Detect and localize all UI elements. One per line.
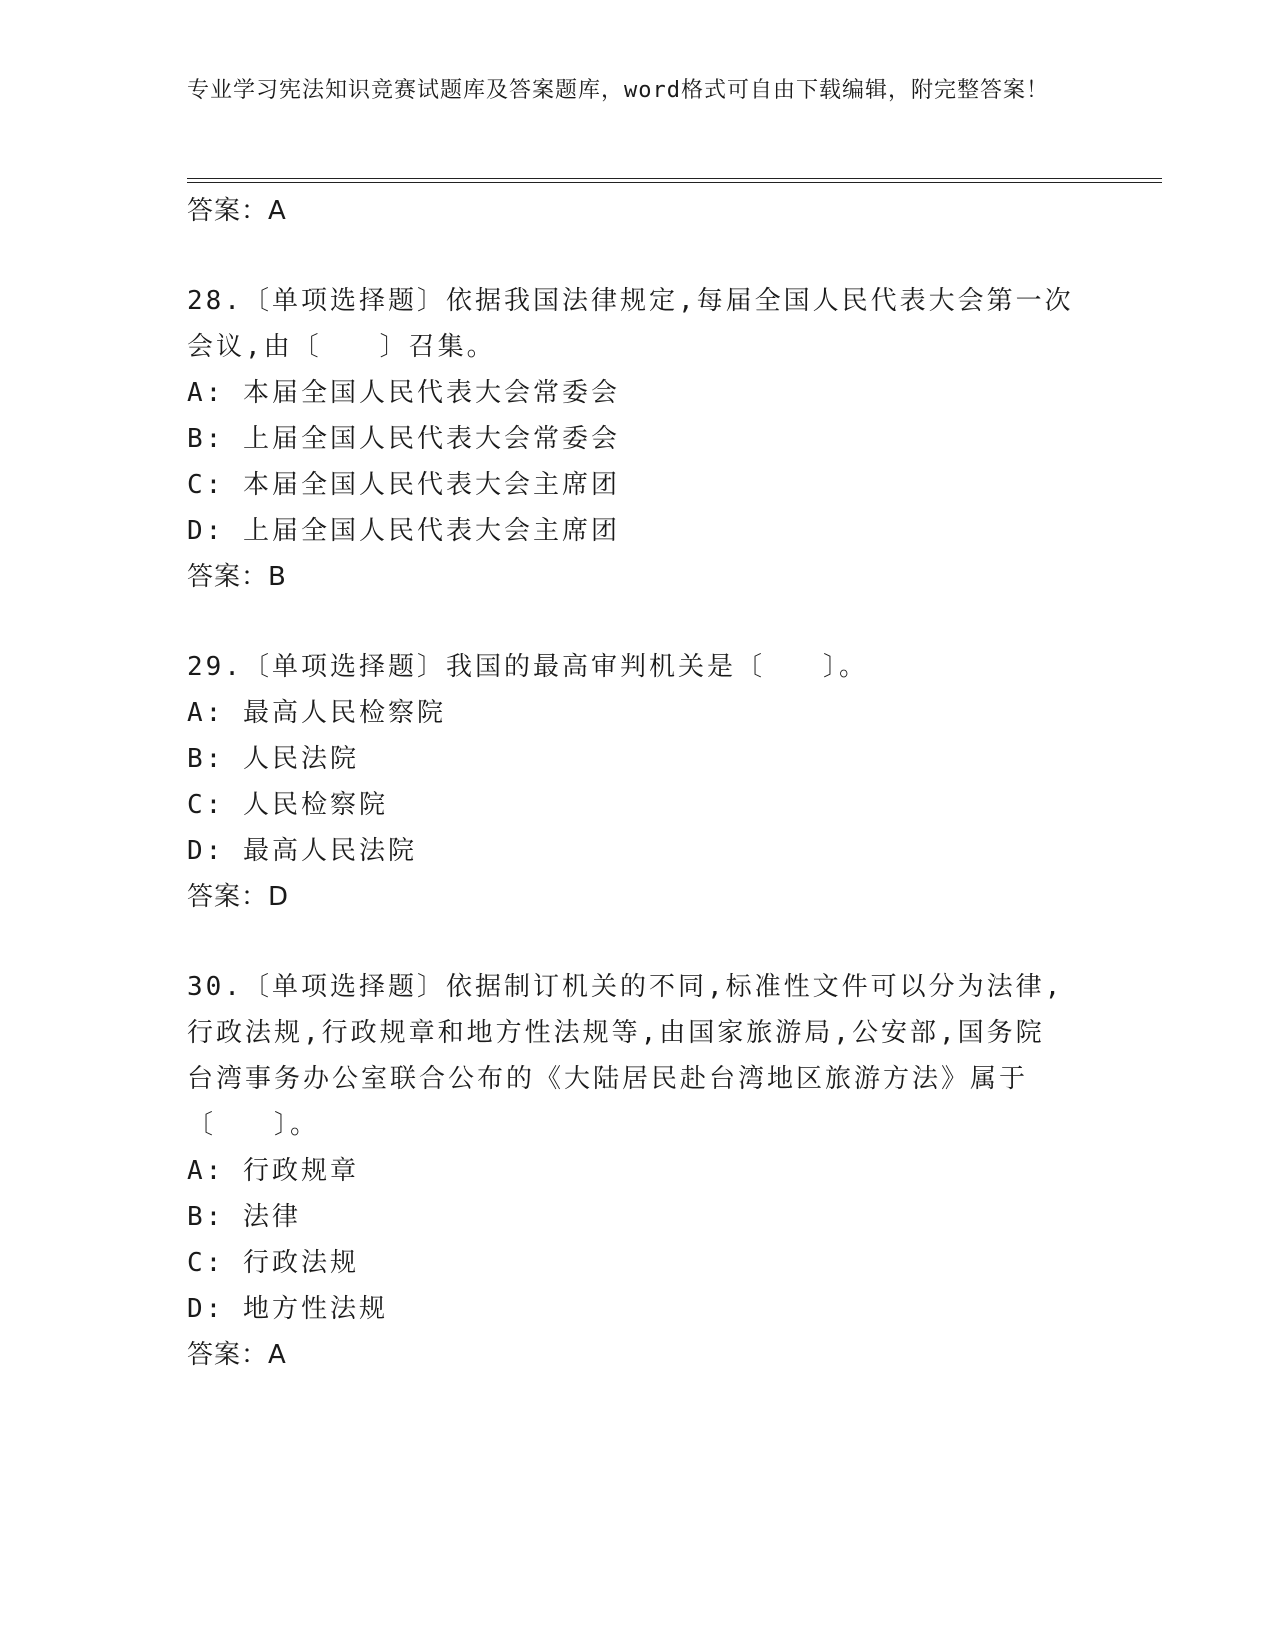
answer: 答案：B (187, 562, 287, 592)
option-d: D: 地方性法规 (187, 1294, 388, 1324)
question-28 (187, 278, 1087, 600)
option-b: B: 人民法院 (187, 744, 359, 774)
document-header: 专业学习宪法知识竞赛试题库及答案题库，word格式可自由下载编辑，附完整答案！ (187, 78, 1049, 103)
option-a: A: 最高人民检察院 (187, 698, 446, 728)
question-text: 28.〔单项选择题〕依据我国法律规定,每届全国人民代表大会第一次会议,由〔 〕召集。 (187, 286, 1074, 362)
option-a: A: 本届全国人民代表大会常委会 (187, 378, 620, 408)
option-c: C: 本届全国人民代表大会主席团 (187, 470, 620, 500)
question-29 (187, 644, 1087, 920)
previous-answer: 答案：A (187, 196, 287, 226)
option-b: B: 上届全国人民代表大会常委会 (187, 424, 620, 454)
question-text: 30.〔单项选择题〕依据制订机关的不同,标准性文件可以分为法律,行政法规,行政规章和地方性法规等,由国家旅游局,公安部,国务院台湾事务办公室联合公布的《大陆居民赴台湾地区旅游方法》属于〔 〕。 (187, 972, 1064, 1140)
question-30 (187, 964, 1087, 1378)
option-c: C: 人民检察院 (187, 790, 388, 820)
question-text: 29.〔单项选择题〕我国的最高审判机关是〔 〕。 (187, 652, 868, 682)
option-a: A: 行政规章 (187, 1156, 359, 1186)
header-divider (187, 178, 1162, 183)
answer: 答案：A (187, 1340, 287, 1370)
option-b: B: 法律 (187, 1202, 301, 1232)
option-d: D: 上届全国人民代表大会主席团 (187, 516, 620, 546)
question-list (187, 188, 1087, 1378)
answer: 答案：D (187, 882, 290, 912)
option-d: D: 最高人民法院 (187, 836, 417, 866)
option-c: C: 行政法规 (187, 1248, 359, 1278)
